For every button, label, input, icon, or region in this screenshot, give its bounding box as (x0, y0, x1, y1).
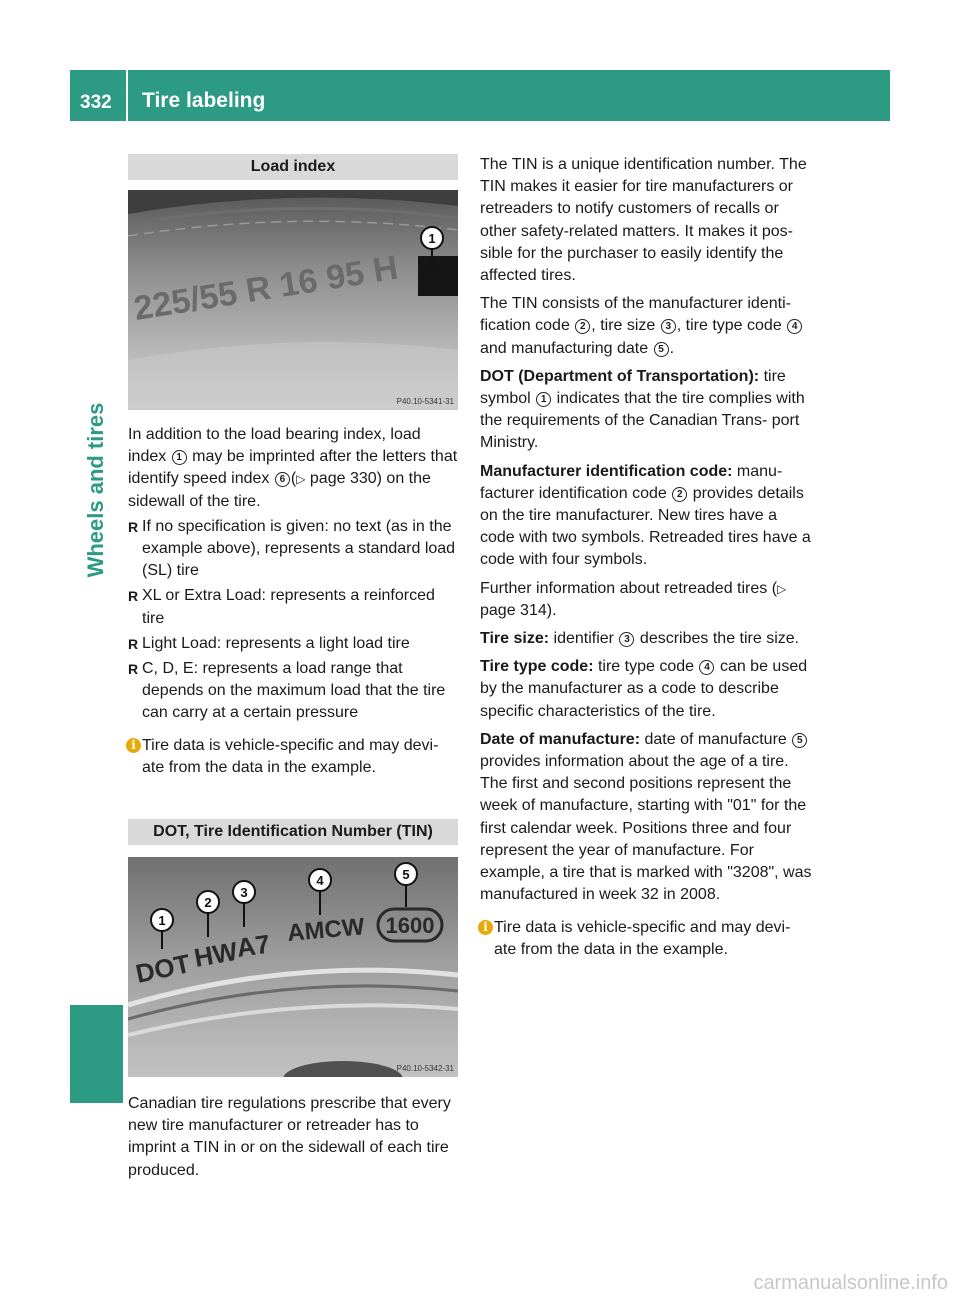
callout-ref: 3 (661, 319, 676, 334)
page-ref-arrow: ▷ (777, 581, 787, 596)
callout-1: 1 (158, 913, 166, 929)
header-divider (126, 70, 128, 121)
dot-paragraph: Canadian tire regulations prescribe that every new tire manufacturer or retreader has to imprint a TIN in or on the sidewall of each tire produced. (128, 1095, 451, 1179)
load-index-list (128, 516, 458, 725)
image-code: P40.10-5341-31 (396, 397, 454, 406)
callout-2: 2 (204, 895, 212, 911)
load-index-intro: In addition to the load bearing index, load index 1 may be imprinted after the letters that identify speed index 6 (▷ page 330) on the sidewall of the tire. (128, 426, 458, 510)
list-item: R If no specification is given: no text (as in the example above), represents a standard load (SL) tire (128, 517, 456, 580)
sidewall-date-code: 1600 (385, 913, 435, 939)
tin-consists-paragraph: The TIN consists of the manufacturer identi- fication code 2 , tire size 3 , tire type code 4 and manufacturing date 5 . (480, 293, 813, 360)
callout-ref: 1 (172, 450, 187, 465)
load-index-photo (128, 190, 458, 410)
callout-ref: 1 (536, 392, 551, 407)
sidewall-marking: 225/55 R 16 95 H (131, 248, 401, 328)
load-index-heading: Load index (128, 154, 458, 180)
callout-ref: 5 (792, 733, 807, 748)
side-tab-marker (70, 1005, 123, 1103)
sidewall-a7: A7 (234, 928, 272, 963)
callout-ref: 4 (787, 319, 802, 334)
list-item: R Light Load: represents a light load tire (128, 634, 410, 652)
date-definition: Date of manufacture: date of manufacture 5 provides information about the age of a tire. The first and second positions represent the week of manufacture, starting with "01" for the first calendar week. Positions three and four represent the year of manufacture. For example, a tire that is marked with "3208", was manufactured in week 32 in 2008. (480, 730, 812, 904)
callout-5: 5 (402, 867, 410, 883)
callout-ref: 6 (275, 472, 290, 487)
info-note: i Tire data is vehicle-specific and may devi- ate from the data in the example. (128, 735, 458, 779)
info-note: i Tire data is vehicle-specific and may devi- ate from the data in the example. (480, 917, 813, 961)
list-item: R C, D, E: represents a load range that depends on the maximum load that the tire can carry at a certain pressure (128, 660, 446, 722)
header-bar (70, 70, 890, 121)
tin-paragraph: The TIN is a unique identification number. The TIN makes it easier for tire manufacturers or retreaders to notify customers of recalls or other safety-related matters. It makes it pos- sible for the purchaser to easily identify the affected tires. (480, 156, 807, 285)
left-column (128, 154, 458, 1182)
callout-ref: 2 (575, 319, 590, 334)
sidewall-dot: DOT (133, 948, 193, 989)
image-code: P40.10-5342-31 (396, 1064, 454, 1074)
callout-ref: 3 (619, 632, 634, 647)
info-icon: i (126, 738, 141, 753)
dot-definition: DOT (Department of Transportation): tire symbol 1 indicates that the tire complies with the requirements of the Canadian Trans- port Ministry. (480, 367, 805, 452)
info-icon: i (478, 920, 493, 935)
right-column (480, 154, 813, 961)
tire-size-definition: Tire size: identifier 3 describes the tire size. (480, 630, 800, 648)
dot-photo (128, 857, 458, 1077)
tire-type-definition: Tire type code: tire type code 4 can be used by the manufacturer as a code to describe specific characteristics of the tire. (480, 658, 808, 720)
sidewall-hw: HW (191, 935, 240, 973)
manufacturer-code-definition: Manufacturer identification code: manu- facturer identification code 2 provides details on the tire manufacturer. New tires have a code with two symbols. Retreaded tires have a code with four symbols. (480, 462, 811, 569)
callout-ref: 4 (699, 660, 714, 675)
list-item: R XL or Extra Load: represents a reinforced tire (128, 587, 435, 627)
callout-3: 3 (240, 885, 248, 901)
side-tab-label: Wheels and tires (83, 402, 108, 578)
dot-heading: DOT, Tire Identification Number (TIN) (128, 819, 458, 845)
callout-ref: 5 (654, 342, 669, 357)
sidewall-amcw: AMCW (286, 913, 366, 948)
callout-1: 1 (428, 231, 436, 246)
page-number: 332 (80, 92, 112, 113)
callout-ref: 2 (672, 487, 687, 502)
page-title: Tire labeling (142, 89, 266, 112)
retreaded-info: Further information about retreaded tires (▷ page 314). (480, 579, 787, 619)
page-ref-arrow: ▷ (296, 472, 306, 487)
callout-4: 4 (316, 873, 324, 889)
watermark: carmanualsonline.info (753, 1272, 948, 1294)
side-tab (70, 220, 123, 760)
